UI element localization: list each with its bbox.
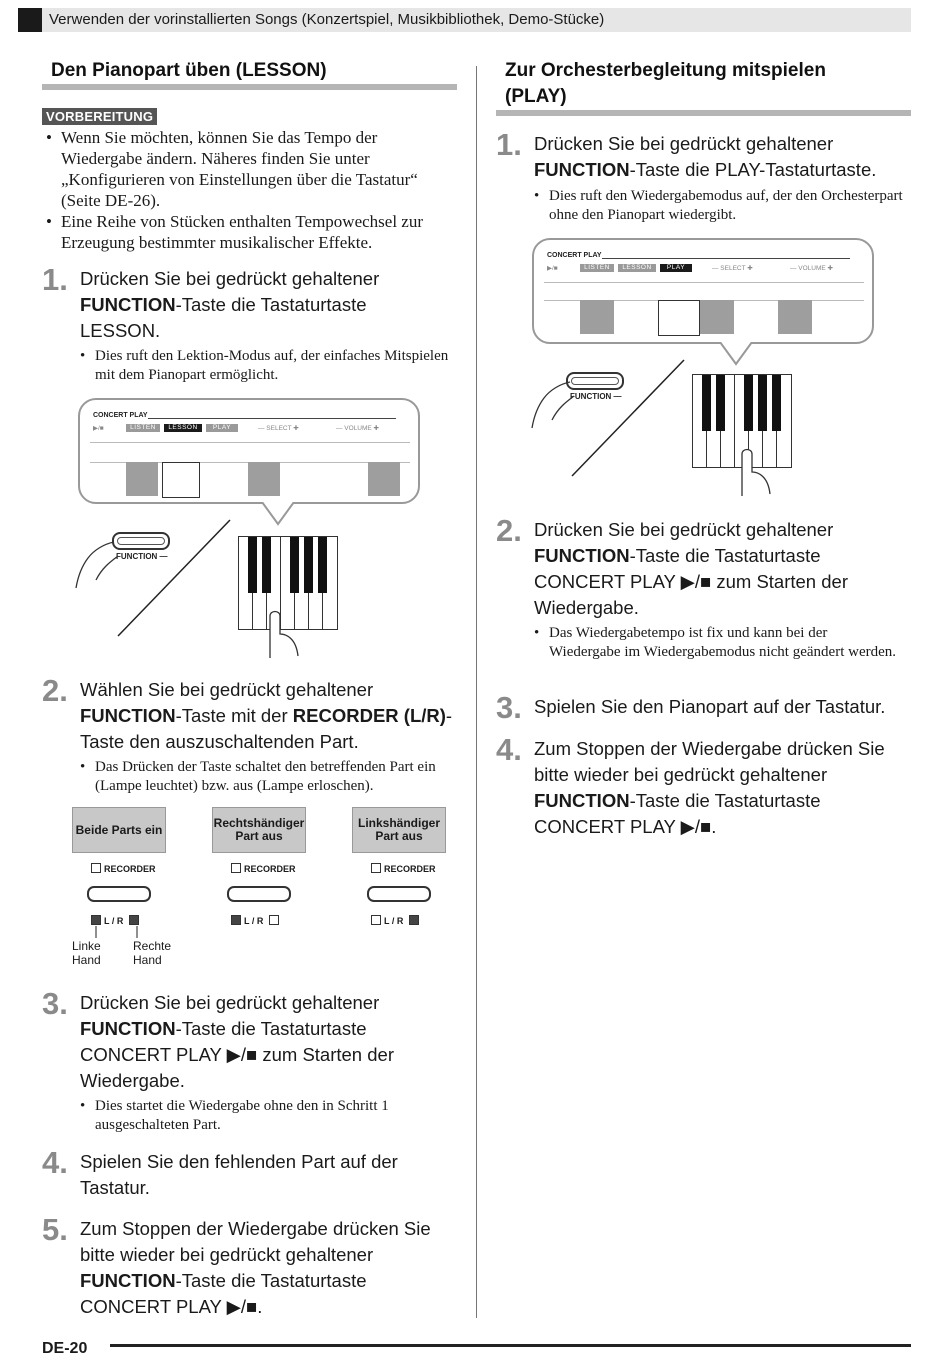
panel-key xyxy=(248,462,280,496)
step-number: 2. xyxy=(42,673,68,708)
lesson-panel-diagram xyxy=(78,398,420,504)
volume-label: — VOLUME ✚ xyxy=(790,265,834,272)
prep-label: VORBEREITUNG xyxy=(42,108,157,125)
left-part-off-box: Linkshändiger Part aus xyxy=(352,807,446,853)
listen-key-label: LISTEN xyxy=(126,424,160,432)
step-number: 3. xyxy=(496,690,522,725)
panel-key-highlight xyxy=(658,300,700,336)
lamp-icon xyxy=(91,863,101,873)
diagonal-line xyxy=(116,518,236,638)
step-number: 4. xyxy=(496,732,522,767)
right-step-1-note xyxy=(532,187,907,225)
function-label: FUNCTION — xyxy=(570,392,622,401)
header-marker xyxy=(18,8,42,32)
play-stop-label: ▶/■ xyxy=(547,265,558,272)
panel-key-highlight xyxy=(162,462,200,498)
play-key-label: PLAY xyxy=(660,264,692,272)
play-key-label: PLAY xyxy=(206,424,238,432)
lamp-on-icon xyxy=(91,915,101,925)
concert-play-label: CONCERT PLAY xyxy=(93,412,148,419)
select-label: — SELECT ✚ xyxy=(258,425,299,432)
note-bullet: • Dies startet die Wiedergabe ohne den in Schritt 1 ausgeschalteten Part. xyxy=(78,1097,458,1135)
right-step-2-note xyxy=(532,624,902,662)
header-bar xyxy=(18,8,911,32)
step-text: Zum Stoppen der Wiedergabe drücken Sie bitte wieder bei gedrückt gehaltener FUNCTION-Taste die Tastaturtaste CONCERT PLAY ▶/■. xyxy=(80,1218,431,1317)
play-panel-diagram xyxy=(532,238,874,344)
step-number: 3. xyxy=(42,986,68,1021)
step-text: Drücken Sie bei gedrückt gehaltener FUNCTION-Taste die Tastaturtaste CONCERT PLAY ▶/■ zum Starten der Wiedergabe. xyxy=(80,992,394,1091)
lamp-icon xyxy=(231,863,241,873)
footer-rule xyxy=(110,1344,911,1347)
hand-pointer-lines xyxy=(90,926,150,940)
volume-label: — VOLUME ✚ xyxy=(336,425,380,432)
lesson-key-label: LESSON xyxy=(618,264,656,272)
step-text: Spielen Sie den Pianopart auf der Tastatur. xyxy=(534,696,886,717)
left-step-1-note xyxy=(78,347,458,385)
left-section-title: Den Pianopart üben (LESSON) xyxy=(51,60,327,81)
diagonal-line xyxy=(570,358,690,478)
left-hand-label: Linke Hand xyxy=(72,939,101,967)
note-bullet: • Dies ruft den Lektion-Modus auf, der einfaches Mitspielen mit dem Pianopart ermöglicht. xyxy=(78,347,458,385)
play-stop-label: ▶/■ xyxy=(93,425,104,432)
finger-icon xyxy=(258,598,308,660)
right-section-rule xyxy=(496,110,911,116)
right-part-off-box: Rechtshändiger Part aus xyxy=(212,807,306,853)
step-text: Wählen Sie bei gedrückt gehaltener FUNCTION-Taste mit der RECORDER (L/R)-Taste den auszuschaltenden Part. xyxy=(80,679,453,752)
step-text: Spielen Sie den fehlenden Part auf der Tastatur. xyxy=(80,1151,398,1198)
recorder-label: RECORDER xyxy=(91,863,156,874)
panel-key xyxy=(778,300,812,334)
recorder-button-illustration xyxy=(367,886,431,902)
panel-key xyxy=(580,300,614,334)
recorder-button-illustration xyxy=(87,886,151,902)
lamp-icon xyxy=(371,863,381,873)
prep-bullets xyxy=(44,127,454,253)
lamp-off-icon xyxy=(371,915,381,925)
callout-pointer xyxy=(260,502,300,528)
panel-key xyxy=(126,462,158,496)
both-parts-on-box: Beide Parts ein xyxy=(72,807,166,853)
lamp-on-icon xyxy=(129,915,139,925)
panel-key xyxy=(368,462,400,496)
lr-indicator: L / R xyxy=(371,915,422,926)
note-bullet: • Das Drücken der Taste schaltet den betreffenden Part ein (Lampe leuchtet) bzw. aus (Lampe erloschen). xyxy=(78,758,463,796)
recorder-label: RECORDER xyxy=(231,863,296,874)
note-bullet: • Das Wiedergabetempo ist fix und kann bei der Wiedergabe im Wiedergabemodus nicht geändert werden. xyxy=(532,624,902,662)
lamp-off-icon xyxy=(269,915,279,925)
lamp-on-icon xyxy=(409,915,419,925)
step-text: Drücken Sie bei gedrückt gehaltener FUNCTION-Taste die Tastaturtaste LESSON. xyxy=(80,268,380,341)
finger-icon xyxy=(730,436,780,498)
step-text: Drücken Sie bei gedrückt gehaltener FUNCTION-Taste die PLAY-Tastaturtaste. xyxy=(534,133,877,180)
concert-play-label: CONCERT PLAY xyxy=(547,252,602,259)
prep-bullet: • Eine Reihe von Stücken enthalten Tempowechsel zur Erzeugung bestimmter musikalischer Effekte. xyxy=(44,211,454,253)
step-number: 2. xyxy=(496,513,522,548)
note-bullet: • Dies ruft den Wiedergabemodus auf, der den Orchesterpart ohne den Pianopart wiedergibt. xyxy=(532,187,907,225)
page-number: DE-20 xyxy=(42,1340,88,1357)
column-divider xyxy=(476,66,477,1318)
lr-indicator: L / R xyxy=(91,915,142,926)
callout-pointer xyxy=(718,342,758,368)
step-number: 1. xyxy=(496,127,522,162)
left-section-rule xyxy=(42,84,457,90)
right-section-title: Zur Orchesterbegleitung mitspielen (PLAY) xyxy=(505,60,826,107)
step-text: Zum Stoppen der Wiedergabe drücken Sie bitte wieder bei gedrückt gehaltener FUNCTION-Taste die Tastaturtaste CONCERT PLAY ▶/■. xyxy=(534,738,885,837)
header-title: Verwenden der vorinstallierten Songs (Konzertspiel, Musikbibliothek, Demo-Stücke) xyxy=(49,11,605,28)
step-number: 5. xyxy=(42,1212,68,1247)
lesson-key-label: LESSON xyxy=(164,424,202,432)
right-hand-label: Rechte Hand xyxy=(133,939,172,967)
prep-bullet: • Wenn Sie möchten, können Sie das Tempo der Wiedergabe ändern. Näheres finden Sie unter „Konfigurieren von Einstellungen über die Tastatur“ (Seite DE-26). xyxy=(44,127,454,211)
select-label: — SELECT ✚ xyxy=(712,265,753,272)
panel-key xyxy=(700,300,734,334)
left-step-2-note xyxy=(78,758,463,796)
recorder-label: RECORDER xyxy=(371,863,436,874)
step-number: 1. xyxy=(42,262,68,297)
listen-key-label: LISTEN xyxy=(580,264,614,272)
left-step-3-note xyxy=(78,1097,458,1135)
step-text: Drücken Sie bei gedrückt gehaltener FUNCTION-Taste die Tastaturtaste CONCERT PLAY ▶/■ zum Starten der Wiedergabe. xyxy=(534,519,848,618)
function-label: FUNCTION — xyxy=(116,552,168,561)
recorder-button-illustration xyxy=(227,886,291,902)
lr-indicator: L / R xyxy=(231,915,282,926)
step-number: 4. xyxy=(42,1145,68,1180)
lamp-on-icon xyxy=(231,915,241,925)
